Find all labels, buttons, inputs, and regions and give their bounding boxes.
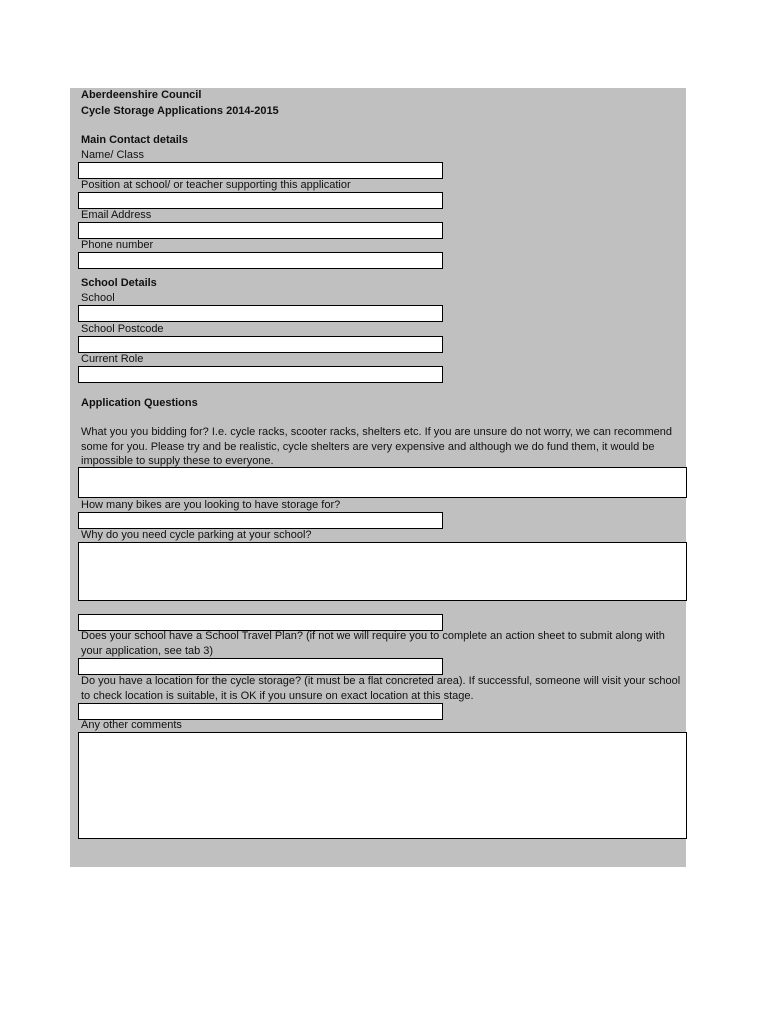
travel-plan-question: Does your school have a School Travel Plan? (if not we will require you to complete an action sheet to submit along with your application, see tab 3) bbox=[81, 630, 665, 657]
form-title: Cycle Storage Applications 2014-2015 bbox=[81, 105, 279, 117]
application-heading: Application Questions bbox=[81, 397, 198, 409]
email-label: Email Address bbox=[81, 209, 152, 221]
location-question: Do you have a location for the cycle storage? (it must be a flat concreted area). If successful, someone will visit your school to check location is suitable, it is OK if you unsure on exact location at this stage. bbox=[81, 675, 681, 702]
why-question: Why do you need cycle parking at your school? bbox=[81, 529, 312, 541]
position-label: Position at school/ or teacher supporting this applicatior bbox=[81, 179, 351, 191]
bikes-question: How many bikes are you looking to have storage for? bbox=[81, 499, 341, 511]
why-input[interactable] bbox=[78, 542, 687, 601]
comments-label: Any other comments bbox=[81, 719, 182, 731]
current-role-input[interactable] bbox=[78, 366, 443, 383]
school-input[interactable] bbox=[78, 305, 443, 322]
bikes-input[interactable] bbox=[78, 512, 443, 529]
position-input[interactable] bbox=[78, 192, 443, 209]
main-contact-heading: Main Contact details bbox=[81, 134, 188, 146]
phone-input[interactable] bbox=[78, 252, 443, 269]
school-label: School bbox=[81, 292, 115, 304]
postcode-label: School Postcode bbox=[81, 323, 164, 335]
postcode-input[interactable] bbox=[78, 336, 443, 353]
travel-plan-input[interactable] bbox=[78, 658, 443, 675]
phone-label: Phone number bbox=[81, 239, 154, 251]
comments-input[interactable] bbox=[78, 732, 687, 839]
bidding-input[interactable] bbox=[78, 467, 687, 498]
bidding-question: What you you bidding for? I.e. cycle racks, scooter racks, shelters etc. If you are unsure do not worry, we can recommend some for you. Please try and be realistic, cycle shelters are very expensive and although we do fund them, it would be impossible to supply these to everyone. bbox=[81, 426, 673, 467]
name-class-input[interactable] bbox=[78, 162, 443, 179]
school-details-heading: School Details bbox=[81, 277, 157, 289]
name-class-label: Name/ Class bbox=[81, 149, 144, 161]
current-role-label: Current Role bbox=[81, 353, 144, 365]
org-name: Aberdeenshire Council bbox=[81, 89, 202, 101]
email-input[interactable] bbox=[78, 222, 443, 239]
